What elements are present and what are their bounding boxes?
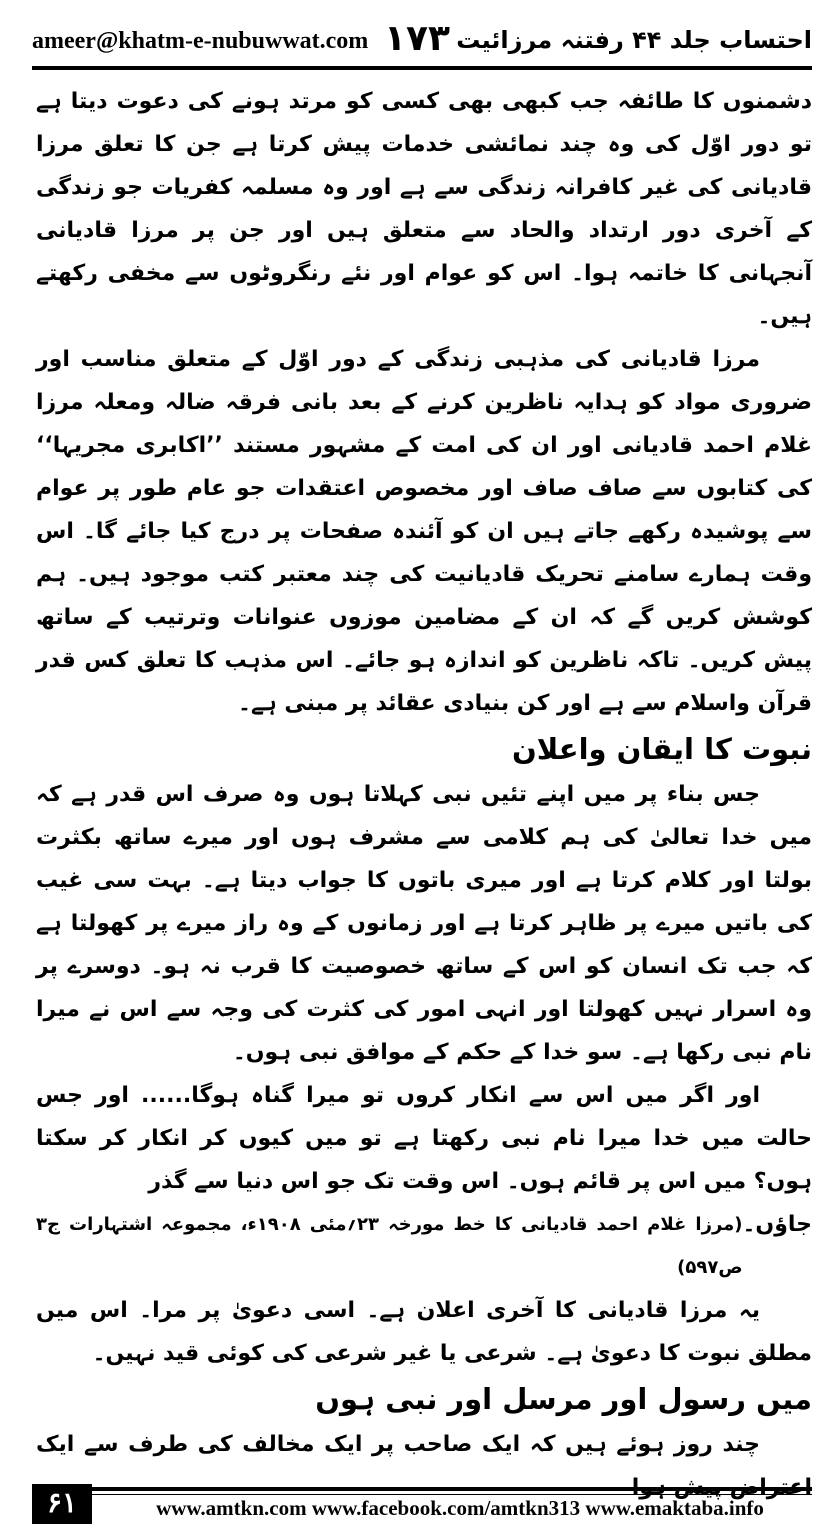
footer-urls[interactable]: www.amtkn.com www.facebook.com/amtkn313 www.emaktaba.info	[156, 1496, 764, 1520]
citation-line	[36, 1203, 812, 1289]
body-paragraph-1: دشمنوں کا طائفہ جب کبھی بھی کسی کو مرتد ہونے کی دعوت دیتا ہے تو دور اوّل کی وہ چند نمائشی خدمات پیش کرتا ہے جن کا تعلق مرزا قادیانی کی غیر کافرانہ زندگی سے ہے اور وہ مسلمہ کفریات جو زندگی کے آخری دور ارتداد والحاد سے متعلق ہیں اور جن پر مرزا قادیانی آنجہانی کا خاتمہ ہوا۔ اس کو عوام اور نئے رنگروٹوں سے مخفی رکھتے ہیں۔	[36, 89, 812, 329]
header-email[interactable]: ameer@khatm-e-nubuwwat.com	[32, 28, 369, 54]
header-rule	[32, 66, 812, 70]
section-heading-2: میں رسول اور مرسل اور نبی ہوں	[315, 1382, 812, 1416]
footer-rule-thin	[92, 1494, 812, 1495]
header-running-title: احتساب جلد ۴۴ رفتنہ مرزائیت	[456, 26, 812, 54]
body-paragraph-2: مرزا قادیانی کی مذہبی زندگی کے دور اوّل کے متعلق مناسب اور ضروری مواد کو ہدایہ ناظرین کرنے کے بعد بانی فرقہ ضالہ ومعلہ مرزا غلام احمد قادیانی اور ان کی امت کے مشہور مستند ’’اکابری مجریہا‘‘ کی کتابوں سے صاف صاف اور مخصوص اعتقدات جو عام طور پر عوام سے پوشیدہ رکھے جاتے ہیں ان کو آئندہ صفحات پر درج کیا جائے گا۔ اس وقت ہمارے سامنے تحریک قادیانیت کی چند معتبر کتب موجود ہیں۔ ہم کوشش کریں گے کہ ان کے مضامین موزوں عنوانات وترتیب کے ساتھ پیش کریں۔ تاکہ ناظرین کو اندازہ ہو جائے۔ اس مذہب کا تعلق کس قدر قرآن واسلام سے ہے اور کن بنیادی عقائد پر مبنی ہے۔	[36, 347, 812, 716]
section-heading-1: نبوت کا ایقان واعلان	[512, 732, 812, 766]
citation: (مرزا غلام احمد قادیانی کا خط مورخہ ۲۳؍مئی ۱۹۰۸ء، مجموعہ اشتہارات ج۳ ص۵۹۷)	[36, 1214, 743, 1278]
footer-page-number: ۶۱	[32, 1484, 92, 1524]
body-paragraph-4-end: جاؤں۔	[742, 1212, 812, 1237]
footer-rule-thick	[92, 1487, 812, 1491]
body-paragraph-3: جس بناء پر میں اپنے تئیں نبی کہلاتا ہوں وہ صرف اس قدر ہے کہ میں خدا تعالیٰ کی ہم کلامی سے مشرف ہوں اور میرے ساتھ بکثرت بولتا اور کلام کرتا ہے اور میری باتوں کا جواب دیتا ہے۔ بہت سی غیب کی باتیں میرے پر ظاہر کرتا ہے اور زمانوں کے وہ راز میرے پر کھولتا ہے کہ جب تک انسان کو اس کے ساتھ خصوصیت کا قرب نہ ہو۔ دوسرے پر وہ اسرار نہیں کھولتا اور انہی امور کی کثرت کی وجہ سے اس نے میرا نام نبی رکھا ہے۔ سو خدا کے حکم کے موافق نبی ہوں۔	[36, 782, 812, 1065]
body-paragraph-4: اور اگر میں اس سے انکار کروں تو میرا گناہ ہوگا...... اور جس حالت میں خدا میرا نام نبی رکھتا ہے تو میں کیوں کر انکار کر سکتا ہوں؟ میں اس پر قائم ہوں۔ اس وقت تک جو اس دنیا سے گذر	[36, 1083, 812, 1194]
page-header	[32, 18, 812, 66]
page-footer	[32, 1484, 812, 1528]
page-body	[36, 80, 812, 1509]
body-paragraph-6: چند روز ہوئے ہیں کہ ایک صاحب پر ایک مخالف کی طرف سے ایک	[36, 1432, 760, 1457]
header-page-number: ۱۷۳	[384, 18, 450, 59]
body-paragraph-5: یہ مرزا قادیانی کا آخری اعلان ہے۔ اسی دعویٰ پر مرا۔ اس میں مطلق نبوت کا دعویٰ ہے۔ شرعی یا غیر شرعی کی کوئی قید نہیں۔	[36, 1298, 812, 1366]
